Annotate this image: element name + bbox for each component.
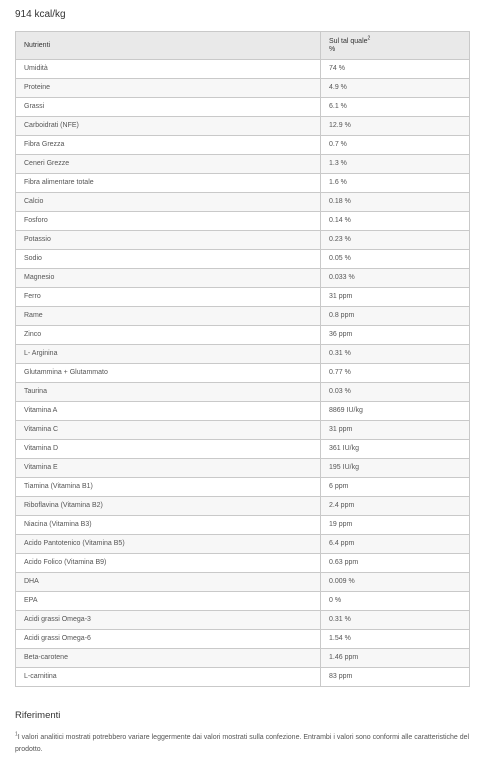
nutrient-value: 4.9 %	[321, 79, 470, 98]
nutrient-name: Vitamina D	[16, 440, 321, 459]
table-row	[16, 364, 470, 383]
nutrient-name: Niacina (Vitamina B3)	[16, 516, 321, 535]
nutrient-value: 74 %	[321, 60, 470, 79]
references-footnote	[15, 732, 470, 756]
nutrient-value: 1.54 %	[321, 630, 470, 649]
nutrient-name: Fosforo	[16, 212, 321, 231]
table-row	[16, 307, 470, 326]
nutrient-name: Fibra Grezza	[16, 136, 321, 155]
nutrient-value: 12.9 %	[321, 117, 470, 136]
nutrient-name: Fibra alimentare totale	[16, 174, 321, 193]
table-row	[16, 649, 470, 668]
nutrient-name: Taurina	[16, 383, 321, 402]
table-row	[16, 611, 470, 630]
table-row	[16, 497, 470, 516]
nutrient-value: 0.23 %	[321, 231, 470, 250]
nutrient-table	[15, 31, 470, 687]
nutrient-name: Potassio	[16, 231, 321, 250]
table-row	[16, 117, 470, 136]
nutrient-name: Sodio	[16, 250, 321, 269]
nutrient-value: 0.8 ppm	[321, 307, 470, 326]
nutrient-value: 31 ppm	[321, 421, 470, 440]
nutrient-value: 0.05 %	[321, 250, 470, 269]
table-row	[16, 630, 470, 649]
nutrient-name: Magnesio	[16, 269, 321, 288]
nutrient-value: 1.46 ppm	[321, 649, 470, 668]
table-row	[16, 326, 470, 345]
nutrient-value: 195 IU/kg	[321, 459, 470, 478]
nutrient-name: Calcio	[16, 193, 321, 212]
column-header-nutrient: Nutrienti	[16, 32, 321, 60]
table-row	[16, 421, 470, 440]
nutrient-name: Proteine	[16, 79, 321, 98]
column-header-value	[321, 32, 470, 60]
nutrient-name: Beta-carotene	[16, 649, 321, 668]
table-row	[16, 478, 470, 497]
table-row	[16, 98, 470, 117]
references-title: Riferimenti	[15, 710, 61, 721]
table-row	[16, 535, 470, 554]
nutrient-value: 0.7 %	[321, 136, 470, 155]
column-header-value-label: Sul tal quale	[329, 37, 368, 45]
nutrient-value: 19 ppm	[321, 516, 470, 535]
nutrient-name: L-carnitina	[16, 668, 321, 687]
table-row	[16, 459, 470, 478]
footnote-text: I valori analitici mostrati potrebbero variare leggermente dai valori mostrati sulla confezione. Entrambi i valori sono conformi alle caratteristiche del prodotto.	[15, 734, 470, 753]
table-row	[16, 174, 470, 193]
nutrient-value: 0.31 %	[321, 611, 470, 630]
nutrient-name: Acido Folico (Vitamina B9)	[16, 554, 321, 573]
table-row	[16, 668, 470, 687]
table-row	[16, 155, 470, 174]
table-row	[16, 250, 470, 269]
nutrient-name: Zinco	[16, 326, 321, 345]
nutrient-name: Carboidrati (NFE)	[16, 117, 321, 136]
table-row	[16, 345, 470, 364]
table-row	[16, 592, 470, 611]
nutrient-name: L- Arginina	[16, 345, 321, 364]
nutrient-value: 0.18 %	[321, 193, 470, 212]
table-row	[16, 383, 470, 402]
nutrient-name: Grassi	[16, 98, 321, 117]
table-row	[16, 573, 470, 592]
nutrient-value: 8869 IU/kg	[321, 402, 470, 421]
nutrient-value: 361 IU/kg	[321, 440, 470, 459]
table-row	[16, 402, 470, 421]
table-header-row	[16, 32, 470, 60]
nutrient-value: 0.31 %	[321, 345, 470, 364]
nutrient-name: Riboflavina (Vitamina B2)	[16, 497, 321, 516]
energy-value: 914 kcal/kg	[15, 9, 66, 20]
nutrient-value: 0.14 %	[321, 212, 470, 231]
table-row	[16, 212, 470, 231]
table-row	[16, 554, 470, 573]
nutrient-value: 0.63 ppm	[321, 554, 470, 573]
nutrient-name: Umidità	[16, 60, 321, 79]
nutrient-name: Glutammina + Glutammato	[16, 364, 321, 383]
nutrient-name: Tiamina (Vitamina B1)	[16, 478, 321, 497]
nutrient-value: 2.4 ppm	[321, 497, 470, 516]
table-row	[16, 440, 470, 459]
footnote-marker: 2	[367, 35, 371, 42]
nutrient-name: DHA	[16, 573, 321, 592]
table-row	[16, 231, 470, 250]
nutrient-value: 6.4 ppm	[321, 535, 470, 554]
column-header-value-unit: %	[329, 45, 336, 53]
nutrient-value: 0 %	[321, 592, 470, 611]
nutrient-value: 0.77 %	[321, 364, 470, 383]
table-row	[16, 193, 470, 212]
nutrient-value: 83 ppm	[321, 668, 470, 687]
nutrient-value: 0.009 %	[321, 573, 470, 592]
table-row	[16, 60, 470, 79]
nutrient-name: Acidi grassi Omega-3	[16, 611, 321, 630]
nutrient-name: Acido Pantotenico (Vitamina B5)	[16, 535, 321, 554]
nutrient-value: 6 ppm	[321, 478, 470, 497]
nutrient-value: 31 ppm	[321, 288, 470, 307]
table-row	[16, 136, 470, 155]
nutrient-name: EPA	[16, 592, 321, 611]
nutrient-name: Ferro	[16, 288, 321, 307]
table-row	[16, 516, 470, 535]
table-row	[16, 79, 470, 98]
nutrient-value: 6.1 %	[321, 98, 470, 117]
nutrient-value: 1.3 %	[321, 155, 470, 174]
nutrient-name: Vitamina A	[16, 402, 321, 421]
footnote-number: 1	[15, 731, 18, 738]
table-row	[16, 269, 470, 288]
nutrient-name: Rame	[16, 307, 321, 326]
table-row	[16, 288, 470, 307]
nutrient-value: 36 ppm	[321, 326, 470, 345]
nutrient-name: Vitamina C	[16, 421, 321, 440]
nutrient-value: 1.6 %	[321, 174, 470, 193]
nutrient-value: 0.033 %	[321, 269, 470, 288]
nutrient-name: Ceneri Grezze	[16, 155, 321, 174]
nutrient-name: Acidi grassi Omega-6	[16, 630, 321, 649]
nutrient-value: 0.03 %	[321, 383, 470, 402]
nutrient-name: Vitamina E	[16, 459, 321, 478]
